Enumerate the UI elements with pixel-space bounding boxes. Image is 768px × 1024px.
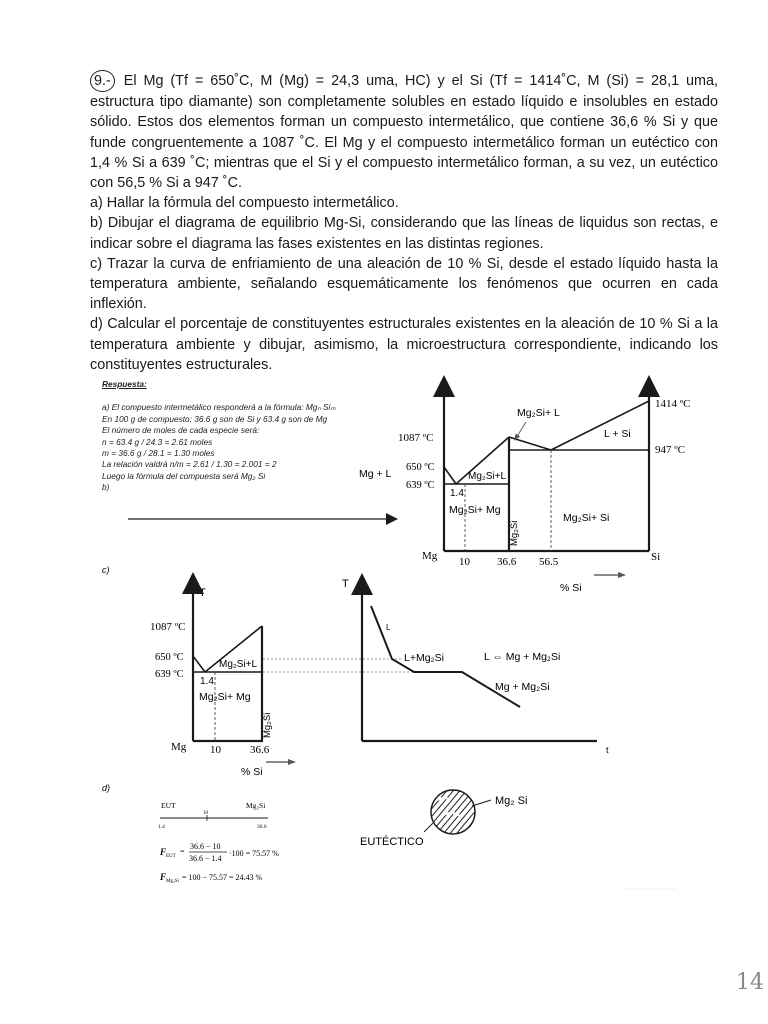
x-axis-title: % Si [560,582,582,594]
axis-T-label: T [199,587,206,599]
leader-mg2si [472,800,491,806]
x-axis-title: % Si [241,766,263,778]
temp-1087: 1087 ºC [150,621,186,633]
region-L: L [386,623,391,632]
temp-650: 650 ºC [155,652,184,663]
liquidus-3 [509,437,551,450]
item-a: a) Hallar la fórmula del compuesto intermetálico. [90,195,399,212]
answer-line-7: Luego la fórmula del compuesta será Mg₂ Si [102,470,266,481]
region-mg2si-mg: Mg₂Si+ Mg [199,691,251,703]
stage-l-mg2si: L+Mg₂Si [404,652,444,664]
compound-vertical-label: Mg₂Si [262,712,273,738]
f-eut-num: 36.6 − 10 [190,842,221,851]
region-mg2si-l-top: Mg₂Si+ L [517,407,560,419]
region-mg2si-si: Mg₂Si+ Si [563,512,610,524]
microstructure [360,790,527,848]
f-eut-den: 36.6 − 1.4 [189,854,222,863]
region-mg2si-l: Mg₂Si+L [219,659,258,670]
temp-650: 650 ºC [406,462,435,473]
f-mg-sub: Mg₂Si [166,879,179,884]
grain-circle [431,790,475,834]
item-b: b) Dibujar el diagrama de equilibrio Mg-Si, considerando que las líneas de liquidus son rectas, e indicar sobre el diagrama las fases existentes en las distintas regiones. [90,215,718,252]
label-mg2si: Mg₂ Si [495,795,528,807]
stage-reaction: L ⇔ Mg + Mg₂Si [484,651,561,663]
intro-text: El Mg (Tf = 650˚C, M (Mg) = 24,3 uma, HC) y el Si (Tf = 1414˚C, M (Si) = 28,1 uma, estructura tipo diamante) son completamente solubles en estado líquido e insolubles en estado sólido. Estos dos elementos forman un compuesto intermetálico, que contiene 36,6 % Si y que funde congruentemente a 1087 ˚C. El Mg y el compuesto intermetálico forman un eutéctico con 1,4 % Si a 639 ˚C; mientras que el Si y el compuesto intermetálico forman, a su vez, un eutéctico con 56,5 % Si a 947 ˚C. [90,73,718,192]
compound-vertical-label: Mg₂Si [509,520,520,546]
answer-line-a: a) El compuesto intermetálico responderá a la fórmula: Mgₙ Siₘ [102,402,336,413]
axis-mg-label: Mg [422,550,438,562]
answer-line-2: En 100 g de compuesto: 36.6 g son de Si y 63.4 g son de Mg [102,413,328,424]
eutectic-comp: 1.4 [200,676,214,687]
region-mg-l: Mg + L [359,468,392,480]
lever-14: 1.4 [158,824,165,830]
temp-947: 947 ºC [655,444,685,456]
axis-T-label: T [342,578,349,590]
label-d: d) [102,783,111,793]
answer-line-6: La relación valdrá n/m = 2.61 / 1.30 = 2.001 = 2 [102,459,277,470]
answer-line-b: b) [102,482,110,493]
tick-10: 10 [210,744,221,756]
tick-10: 10 [459,556,470,568]
label-eutectico: EUTÉCTICO [360,836,424,848]
eutectic-comp-1: 1.4 [450,488,464,499]
formula-mg2si [159,872,263,884]
answer-line-3: El número de moles de cada especie será: [102,425,260,436]
tick-366: 36.6 [250,744,270,756]
formula-eut [159,842,279,863]
phase-diagram-c [150,583,292,778]
f-eut-symbol: F [160,847,167,857]
leader-eutectic [424,823,433,832]
lever-rule [158,801,268,830]
item-d: d) Calcular el porcentaje de constituyentes estructurales existentes en la aleación de 10 % Si a la temperatura ambiente y dibujar, asimismo, la microestructura correspondiente, indicando los constituyentes estructurales. [90,316,718,373]
axis-t-label: t [606,745,609,755]
tick-366: 36.6 [497,556,517,568]
f-mg-symbol: F [160,872,167,882]
liquidus-4 [551,401,649,450]
f-eut-result: ·100 = 75.57 % [229,849,279,858]
region-mg2si-l-small: Mg₂Si+L [468,471,507,482]
temp-1414: 1414 ºC [655,398,691,410]
equals-sign: = [180,847,185,856]
region-l-si: L + Si [604,428,631,440]
f-mg-result: = 100 − 75.57 = 24.43 % [182,873,263,882]
lever-366: 36.6 [257,824,267,830]
tick-565: 56.5 [539,556,559,568]
lever-mg2si-label: Mg₂Si [246,801,266,810]
liquidus-1 [444,467,456,484]
answer-line-5: m = 36.6 g / 28.1 = 1.30 moles [102,448,215,459]
axis-mg-label: Mg [171,741,187,753]
page-number: 14 [736,970,764,995]
lever-10: 10 [203,811,208,816]
f-eut-sub: EUT [166,854,176,859]
item-c: c) Trazar la curva de enfriamiento de una aleación de 10 % Si, desde el estado líquido hasta la temperatura ambiente, señalando esquemáticamente los fenómenos que ocurren en cada inflexión. [90,255,718,313]
liquidus-1 [193,656,205,672]
temp-639: 639 ºC [155,669,184,680]
label-c: c) [102,565,110,575]
region-mg2si-mg: Mg₂Si+ Mg [449,504,501,516]
answer-heading: Respuesta: [102,379,147,389]
lever-eut-label: EUT [161,801,176,810]
stage-mg-mg2si: Mg + Mg₂Si [495,681,550,693]
axis-si-label: Si [651,551,661,563]
answer-line-4: n = 63.4 g / 24.3 = 2.61 moles [102,436,213,447]
label-arrow [516,422,526,438]
temp-639: 639 ºC [406,480,435,491]
phase-diagram-b [359,386,691,594]
temp-1087: 1087 ºC [398,432,434,444]
cooling-curve [342,578,609,755]
question-number: 9.- [90,70,115,92]
